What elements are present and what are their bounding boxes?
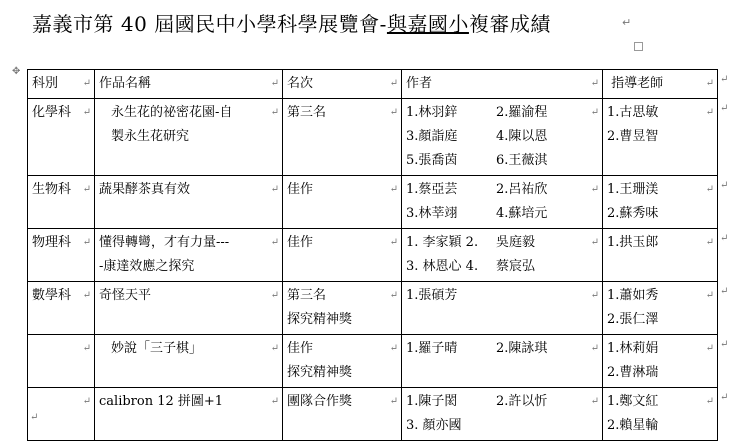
table-header-row xyxy=(28,70,718,99)
cell-work xyxy=(95,176,283,229)
author-name: 3. 林恩心 4. xyxy=(406,259,479,274)
author-name: 3.顏詣庭 xyxy=(406,129,458,144)
cell-end-mark-icon: ↵ xyxy=(389,107,398,118)
cell-end-mark-icon: ↵ xyxy=(389,290,398,301)
author-name: 4.蘇培元 xyxy=(496,206,548,221)
author-name: 5.張喬茵 xyxy=(406,153,458,168)
cell-rank xyxy=(283,282,402,335)
author-line xyxy=(406,255,598,279)
author-name: 1.陳子閎 xyxy=(406,394,458,409)
cell-end-mark-icon: ↵ xyxy=(590,184,599,195)
cell-end-mark-icon: ↵ xyxy=(82,396,91,407)
cell-teachers xyxy=(603,282,718,335)
author-name: 2.陳詠琪 xyxy=(496,341,548,356)
author-name: 1.林羽鋅 xyxy=(406,105,458,120)
table-anchor-icon: ✥ xyxy=(12,66,21,77)
teacher-line: 2.曹昱智 xyxy=(607,129,659,144)
table-row xyxy=(28,282,718,335)
cell-end-mark-icon: ↵ xyxy=(590,343,599,354)
results-table xyxy=(27,69,718,441)
cell-end-mark-icon: ↵ xyxy=(389,396,398,407)
row-end-mark-icon: ↵ xyxy=(720,338,729,350)
table-row xyxy=(28,229,718,282)
table-row xyxy=(28,335,718,388)
rank-line: 佳作 xyxy=(287,235,314,250)
rank-line: 團隊合作獎 xyxy=(287,394,353,409)
cell-rank xyxy=(283,176,402,229)
row-end-mark-icon: ↵ xyxy=(720,179,729,191)
author-line xyxy=(406,337,598,361)
document-title xyxy=(32,8,551,37)
subject-text: 化學科 xyxy=(32,105,72,120)
table-row xyxy=(28,176,718,229)
cell-end-mark-icon: ↵ xyxy=(270,290,279,301)
header-teachers: 指導老師 ↵ xyxy=(603,70,718,99)
cell-authors xyxy=(402,388,603,441)
cell-work xyxy=(95,388,283,441)
cell-end-mark-icon: ↵ xyxy=(270,343,279,354)
cell-authors xyxy=(402,335,603,388)
work-line: calibron 12 拼圖+1 xyxy=(99,394,224,409)
header-subject: 科別 ↵ xyxy=(28,70,95,99)
teacher-line: 1.王珊渼 xyxy=(607,182,659,197)
author-line xyxy=(406,125,598,149)
cell-teachers xyxy=(603,229,718,282)
cell-teachers xyxy=(603,176,718,229)
cell-end-mark-icon: ↵ xyxy=(82,290,91,301)
cell-authors xyxy=(402,176,603,229)
cell-end-mark-icon: ↵ xyxy=(590,290,599,301)
title-suffix: 複審成績 xyxy=(468,12,551,36)
rank-line: 探究精神獎 xyxy=(287,365,353,380)
cell-subject xyxy=(28,176,95,229)
author-line xyxy=(406,178,598,202)
author-name: 3. 顏亦國 xyxy=(406,418,462,433)
rank-line: 探究精神獎 xyxy=(287,312,353,327)
cell-teachers xyxy=(603,99,718,176)
cell-teachers xyxy=(603,335,718,388)
work-line: -康達效應之探究 xyxy=(99,259,195,274)
author-line xyxy=(406,231,598,255)
teacher-line: 2.張仁澤 xyxy=(607,312,659,327)
row-end-mark-icon: ↵ xyxy=(720,285,729,297)
author-line xyxy=(406,101,598,125)
row-end-mark-icon: ↵ xyxy=(720,102,729,114)
row-end-mark-icon: ↵ xyxy=(720,73,729,85)
work-line: 製永生花研究 xyxy=(111,129,190,144)
cell-authors xyxy=(402,229,603,282)
work-line: 懂得轉彎，才有力量--- xyxy=(99,235,230,250)
cell-end-mark-icon: ↵ xyxy=(389,184,398,195)
author-line xyxy=(406,202,598,226)
author-name: 4.陳以恩 xyxy=(496,129,548,144)
author-line xyxy=(406,284,598,308)
work-line: 奇怪天平 xyxy=(99,288,152,303)
paragraph-square-icon xyxy=(634,42,643,51)
author-name: 3.林莘翊 xyxy=(406,206,458,221)
author-line xyxy=(406,414,598,438)
work-line: 妙說「三子棋」 xyxy=(111,341,203,356)
cell-end-mark-icon: ↵ xyxy=(82,343,91,354)
cell-subject xyxy=(28,99,95,176)
rank-line: 第三名 xyxy=(287,105,327,120)
header-work: 作品名稱 ↵ xyxy=(95,70,283,99)
cell-end-mark-icon: ↵ xyxy=(590,237,599,248)
author-name: 1.羅子晴 xyxy=(406,341,458,356)
cell-teachers xyxy=(603,388,718,441)
author-name: 2.許以忻 xyxy=(496,394,548,409)
teacher-line: 1.林莉娟 xyxy=(607,341,659,356)
cell-work xyxy=(95,282,283,335)
cell-rank xyxy=(283,335,402,388)
teacher-line: 1.拱玉郎 xyxy=(607,235,659,250)
row-end-mark-icon: ↵ xyxy=(720,391,729,403)
cell-authors xyxy=(402,99,603,176)
cell-end-mark-icon: ↵ xyxy=(705,184,714,195)
cell-rank xyxy=(283,99,402,176)
author-line xyxy=(406,149,598,173)
cell-end-mark-icon: ↵ xyxy=(590,107,599,118)
cell-end-mark-icon: ↵ xyxy=(270,396,279,407)
subject-text: 生物科 xyxy=(32,182,72,197)
table-row xyxy=(28,388,718,441)
teacher-line: 1.鄭文紅 xyxy=(607,394,659,409)
work-line: 蔬果酵茶真有效 xyxy=(99,182,191,197)
author-name: 蔡宸弘 xyxy=(496,259,536,274)
cell-end-mark-icon: ↵ xyxy=(270,107,279,118)
title-prefix: 嘉義市第 40 屆國民中小學科學展覽會 xyxy=(32,12,380,36)
author-name: 吳庭毅 xyxy=(496,235,536,250)
cell-end-mark-icon: ↵ xyxy=(590,396,599,407)
cell-end-mark-icon: ↵ xyxy=(705,107,714,118)
cell-work xyxy=(95,335,283,388)
teacher-line: 2.賴星輪 xyxy=(607,418,659,433)
cell-subject xyxy=(28,282,95,335)
cell-end-mark-icon: ↵ xyxy=(705,237,714,248)
rank-line: 佳作 xyxy=(287,341,314,356)
cell-end-mark-icon: ↵ xyxy=(270,184,279,195)
cell-end-mark-icon: ↵ xyxy=(705,290,714,301)
header-rank: 名次 ↵ xyxy=(283,70,402,99)
cell-end-mark-icon: ↵ xyxy=(389,343,398,354)
rank-line: 佳作 xyxy=(287,182,314,197)
cell-rank xyxy=(283,388,402,441)
author-name: 6.王薇淇 xyxy=(496,153,548,168)
cell-work xyxy=(95,229,283,282)
author-name: 1.張碩芳 xyxy=(406,288,458,303)
cell-end-mark-icon: ↵ xyxy=(705,396,714,407)
subject-text: 數學科 xyxy=(32,288,72,303)
cell-end-mark-icon: ↵ xyxy=(82,237,91,248)
cell-end-mark-icon: ↵ xyxy=(270,237,279,248)
cell-subject xyxy=(28,335,95,388)
paragraph-mark-icon: ↵ xyxy=(622,16,632,29)
work-line: 永生花的祕密花園-自 xyxy=(111,105,233,120)
subject-text: 物理科 xyxy=(32,235,72,250)
teacher-line: 2.蘇秀味 xyxy=(607,206,659,221)
cell-end-mark-icon: ↵ xyxy=(705,343,714,354)
cell-work xyxy=(95,99,283,176)
rank-line: 第三名 xyxy=(287,288,327,303)
author-line xyxy=(406,390,598,414)
cell-end-mark-icon: ↵ xyxy=(389,237,398,248)
row-end-mark-icon: ↵ xyxy=(720,232,729,244)
author-name: 2.呂祐欣 xyxy=(496,182,548,197)
table-row xyxy=(28,99,718,176)
teacher-line: 2.曹淋瑞 xyxy=(607,365,659,380)
author-name: 1.蔡亞芸 xyxy=(406,182,458,197)
teacher-line: 1.古思敏 xyxy=(607,105,659,120)
title-dash: - xyxy=(379,12,387,36)
teacher-line: 1.蕭如秀 xyxy=(607,288,659,303)
results-table-body xyxy=(28,70,718,441)
cell-subject xyxy=(28,229,95,282)
cell-rank xyxy=(283,229,402,282)
cell-end-mark-icon: ↵ xyxy=(82,184,91,195)
paragraph-mark-icon: ↵ xyxy=(30,412,39,423)
cell-authors xyxy=(402,282,603,335)
title-underlined: 與嘉國小 xyxy=(386,12,469,36)
cell-end-mark-icon: ↵ xyxy=(82,107,91,118)
header-authors: 作者 ↵ xyxy=(402,70,603,99)
author-name: 2.羅渝程 xyxy=(496,105,548,120)
author-name: 1. 李家穎 2. xyxy=(406,235,479,250)
